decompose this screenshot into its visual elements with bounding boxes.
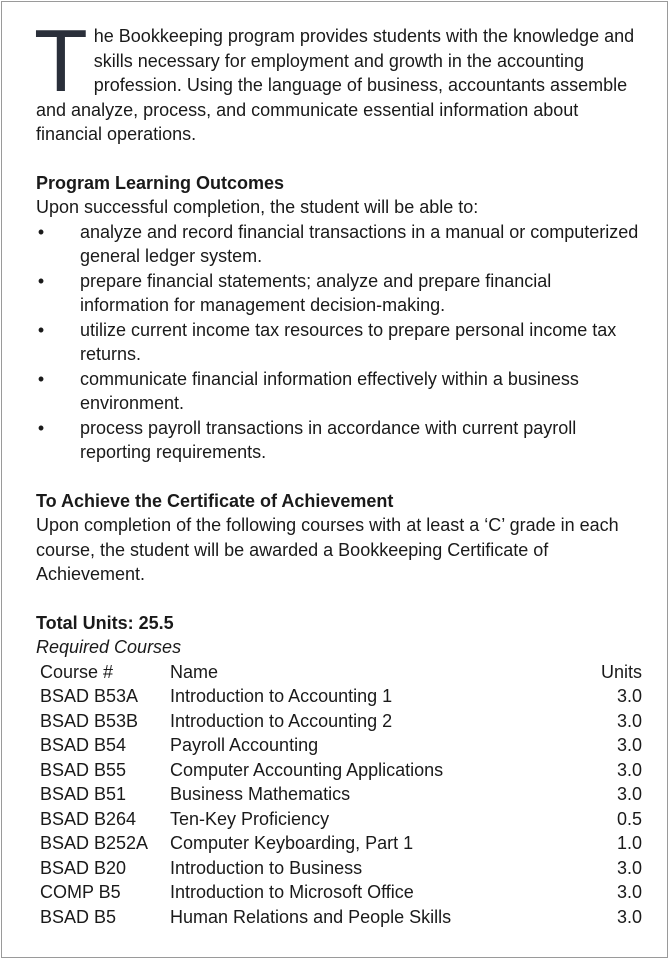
course-name: Business Mathematics xyxy=(170,784,351,804)
table-row xyxy=(36,880,642,905)
course-number: BSAD B55 xyxy=(40,759,127,780)
outcome-text: communicate financial information effectively within a business environment. xyxy=(80,368,579,413)
course-units: 3.0 xyxy=(616,759,642,780)
intro-text: he Bookkeeping program provides students with the knowledge and skills necessary for employment and growth in the accounting profession. Using the language of business, accountants assemble and analyze, process, and communicate essential information about financial operations. xyxy=(36,26,635,144)
course-number: BSAD B54 xyxy=(40,735,127,755)
outcomes-heading: Program Learning Outcomes xyxy=(36,172,285,193)
course-units: 3.0 xyxy=(616,882,642,902)
course-name: Ten-Key Proficiency xyxy=(170,808,330,829)
required-courses-label: Required Courses xyxy=(36,637,182,657)
course-number: BSAD B53A xyxy=(40,686,139,706)
list-item xyxy=(36,269,642,318)
outcomes-list xyxy=(36,220,642,465)
certificate-text: Upon completion of the following courses with at least a ‘C’ grade in each course, the student will be awarded a Bookkeeping Certificate of Achievement. xyxy=(36,515,619,584)
table-row xyxy=(36,831,642,856)
course-units: 3.0 xyxy=(616,906,642,927)
course-name: Payroll Accounting xyxy=(170,735,319,755)
column-header-units: Units xyxy=(600,661,642,682)
course-name: Computer Accounting Applications xyxy=(170,759,444,780)
course-units: 3.0 xyxy=(616,784,642,804)
bullet-icon: • xyxy=(37,319,45,340)
table-row xyxy=(36,758,642,783)
column-header-name: Name xyxy=(170,661,219,682)
course-units: 3.0 xyxy=(616,686,642,706)
bullet-icon: • xyxy=(37,417,45,438)
course-name: Computer Keyboarding, Part 1 xyxy=(170,833,414,853)
certificate-heading: To Achieve the Certificate of Achievement xyxy=(36,490,394,511)
list-item xyxy=(36,416,642,465)
intro-paragraph xyxy=(34,11,642,147)
course-name: Introduction to Microsoft Office xyxy=(170,882,414,902)
list-item xyxy=(36,220,642,269)
course-number: COMP B5 xyxy=(40,882,121,902)
outcome-text: analyze and record financial transactions in a manual or computerized general ledger system. xyxy=(80,221,639,266)
table-row xyxy=(36,782,642,807)
course-units: 3.0 xyxy=(616,710,642,731)
bullet-icon: • xyxy=(37,270,45,291)
course-name: Introduction to Accounting 2 xyxy=(170,710,393,731)
table-header-row xyxy=(36,660,642,685)
table-row xyxy=(36,856,642,881)
table-row xyxy=(36,684,642,709)
course-units: 1.0 xyxy=(616,833,642,853)
course-number: BSAD B252A xyxy=(40,833,149,853)
course-number: BSAD B51 xyxy=(40,784,127,804)
course-units: 3.0 xyxy=(616,857,642,878)
table-row xyxy=(36,905,642,930)
table-row xyxy=(36,807,642,832)
total-units: Total Units: 25.5 xyxy=(36,612,174,633)
course-number: BSAD B53B xyxy=(40,710,139,731)
course-number: BSAD B264 xyxy=(40,808,137,829)
bullet-icon: • xyxy=(37,221,45,242)
outcomes-lead: Upon successful completion, the student will be able to: xyxy=(36,197,479,217)
column-header-course: Course # xyxy=(40,661,114,682)
bullet-icon: • xyxy=(37,368,45,389)
course-units: 3.0 xyxy=(616,735,642,755)
outcome-text: utilize current income tax resources to prepare personal income tax returns. xyxy=(80,319,617,364)
course-name: Introduction to Business xyxy=(170,857,363,878)
course-units: 0.5 xyxy=(616,808,642,829)
course-name: Introduction to Accounting 1 xyxy=(170,686,393,706)
outcome-text: process payroll transactions in accordance with current payroll reporting requirements. xyxy=(80,417,577,462)
list-item xyxy=(36,367,642,416)
outcome-text: prepare financial statements; analyze and prepare financial information for management decision-making. xyxy=(80,270,552,315)
list-item xyxy=(36,318,642,367)
table-row xyxy=(36,709,642,734)
course-number: BSAD B20 xyxy=(40,857,127,878)
courses-table xyxy=(36,660,642,930)
document-content xyxy=(34,11,642,929)
table-row xyxy=(36,733,642,758)
course-number: BSAD B5 xyxy=(40,906,117,927)
drop-cap: T xyxy=(34,11,88,110)
course-name: Human Relations and People Skills xyxy=(170,906,452,927)
